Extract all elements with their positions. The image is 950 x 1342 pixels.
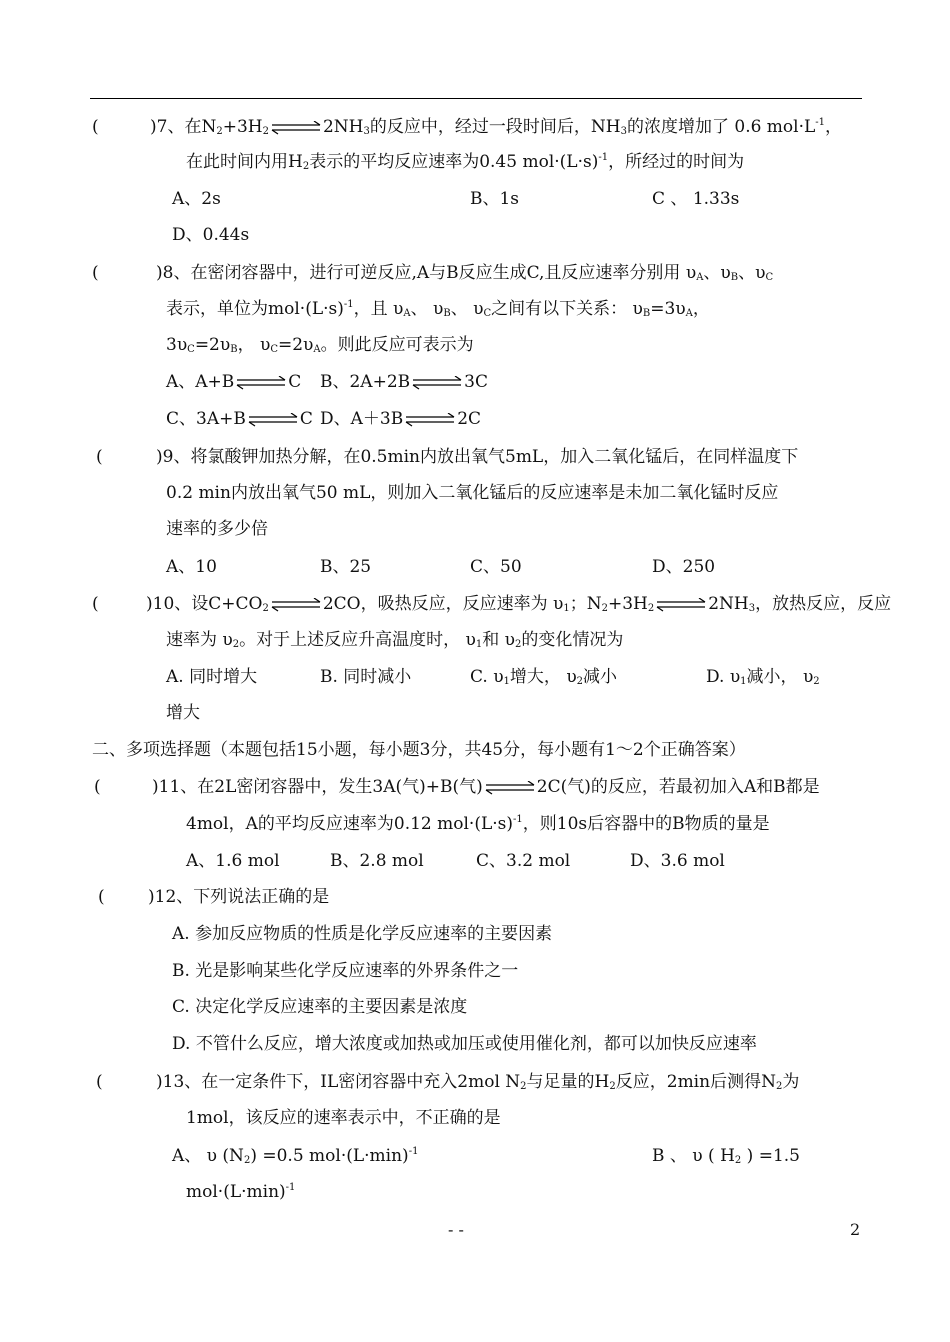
q12-option-b: B. 光是影响某些化学反应速率的外界条件之一 xyxy=(172,961,519,981)
q10-option-a: A. 同时增大 xyxy=(166,667,258,687)
q11-option-d: D、3.6 mol xyxy=(630,851,725,871)
q12-option-a: A. 参加反应物质的性质是化学反应速率的主要因素 xyxy=(172,924,553,944)
q11-line2: 4mol，A的平均反应速率为0.12 $mol\cdot(L\cdot s)^{-1}$，则10s后容器中的B物质的量是 xyxy=(186,814,770,834)
q9-option-c: C、50 xyxy=(470,557,522,577)
q12-paren-open: ( xyxy=(98,887,105,907)
q13-option-a: A、 υ $(N_2) =0.5$ $mol\cdot(L\cdot\min)^{-1}$ xyxy=(172,1146,419,1166)
q9-line3: 速率的多少倍 xyxy=(166,519,268,539)
q11-option-b: B、2.8 mol xyxy=(330,851,424,871)
equilibrium-arrow-icon xyxy=(270,121,322,135)
q11-line1: )11、在2L密闭容器中，发生3A(气)+B(气) 2C(气)的反应，若最初加入A和B都是 xyxy=(152,777,820,797)
equilibrium-arrow-icon xyxy=(235,376,287,390)
q9-option-d: D、250 xyxy=(652,557,716,577)
q7-line2: 在此时间内用$H_2$表示的平均反应速率为0.45 $mol\cdot(L\cdot s)^{-1}$，所经过的时间为 xyxy=(186,152,745,172)
q10-paren-open: ( xyxy=(92,594,99,614)
equilibrium-arrow-icon xyxy=(247,413,299,427)
q8-line3: $3\upsilon_C=2\upsilon_B$， $\upsilon_C=2\upsilon_A$。则此反应可表示为 xyxy=(166,335,474,355)
equilibrium-arrow-icon xyxy=(411,376,463,390)
equilibrium-arrow-icon xyxy=(655,598,707,612)
q13-option-b-cont: $mol\cdot(L\cdot\min)^{-1}$ xyxy=(186,1182,296,1202)
q8-line1: )8、在密闭容器中，进行可逆反应,A与B反应生成C,且反应速率分别用 $\upsilon_A$、$\upsilon_B$、$\upsilon_C$ xyxy=(156,263,774,283)
q13-line1: )13、在一定条件下，IL密闭容器中充入2mol $N_2$与足量的$H_2$反应，2min后测得$N_2$为 xyxy=(156,1072,800,1092)
q8-option-d: D、A＋3B 2C xyxy=(320,409,482,429)
q7-option-c: C 、 1.33s xyxy=(652,189,740,209)
equilibrium-arrow-icon xyxy=(484,781,536,795)
q7-option-d: D、0.44s xyxy=(172,225,250,245)
q10-option-d: D. $\upsilon_1$减小， $\upsilon_2$ xyxy=(706,667,820,687)
q7-option-a: A、2s xyxy=(172,189,221,209)
q12-option-c: C. 决定化学反应速率的主要因素是浓度 xyxy=(172,997,468,1017)
equilibrium-arrow-icon xyxy=(270,598,322,612)
q10-line1: )10、设$C+CO_2$ 2CO，吸热反应，反应速率为 $\upsilon_1$；$N_2+3H_2$ $2NH_3$，放热反应，反应 xyxy=(146,594,892,614)
q7-paren-open: ( xyxy=(92,117,99,137)
q12-stem: )12、下列说法正确的是 xyxy=(148,887,330,907)
q13-paren-open: ( xyxy=(96,1072,103,1092)
q8-option-c: C、3A+B C xyxy=(166,409,313,429)
q12-option-d: D. 不管什么反应，增大浓度或加热或加压或使用催化剂，都可以加快反应速率 xyxy=(172,1034,757,1054)
q10-option-b: B. 同时减小 xyxy=(320,667,412,687)
page-number: 2 xyxy=(850,1220,861,1239)
q9-paren-open: ( xyxy=(96,447,103,467)
q11-option-c: C、3.2 mol xyxy=(476,851,571,871)
q11-paren-open: ( xyxy=(94,777,101,797)
q10-option-c: C. $\upsilon_1$增大， $\upsilon_2$减小 xyxy=(470,667,618,687)
q8-line2: 表示，单位为$mol\cdot(L\cdot s)^{-1}$，且 $\upsilon_A$、 $\upsilon_B$、 $\upsilon_C$之间有以下关系： $\upsilon_B=3\upsilon_A$， xyxy=(166,299,710,319)
q13-line2: 1mol，该反应的速率表示中，不正确的是 xyxy=(186,1108,501,1128)
equilibrium-arrow-icon xyxy=(404,413,456,427)
q9-line2: 0.2 min内放出氧气50 mL，则加入二氧化锰后的反应速率是未加二氧化锰时反应 xyxy=(166,483,779,503)
q8-paren-open: ( xyxy=(92,263,99,283)
q7-option-b: B、1s xyxy=(470,189,520,209)
q10-option-d-cont: 增大 xyxy=(166,703,200,723)
q13-option-b: B 、 υ ( $H_2$ ) =1.5 xyxy=(652,1146,801,1166)
q7-line1: )7、在$N_2+3H_2$ $2NH_3$的反应中，经过一段时间后，$NH_3$的浓度增加了 0.6 $mol\cdot L^{-1}$， xyxy=(150,117,843,137)
header-rule xyxy=(90,98,862,99)
q9-option-a: A、10 xyxy=(166,557,217,577)
q10-line2: 速率为 $\upsilon_2$。对于上述反应升高温度时， $\upsilon_1$和 $\upsilon_2$的变化情况为 xyxy=(166,630,624,650)
section-heading: 二、多项选择题（本题包括15小题，每小题3分，共45分，每小题有1～2个正确答案） xyxy=(92,740,746,760)
q8-option-a: A、A+B C xyxy=(166,372,302,392)
footer-marks: - - xyxy=(448,1220,464,1239)
q11-option-a: A、1.6 mol xyxy=(186,851,280,871)
q9-line1: )9、将氯酸钾加热分解，在0.5min内放出氧气5mL，加入二氧化锰后，在同样温度下 xyxy=(156,447,799,467)
q9-option-b: B、25 xyxy=(320,557,372,577)
q8-option-b: B、2A+2B 3C xyxy=(320,372,488,392)
